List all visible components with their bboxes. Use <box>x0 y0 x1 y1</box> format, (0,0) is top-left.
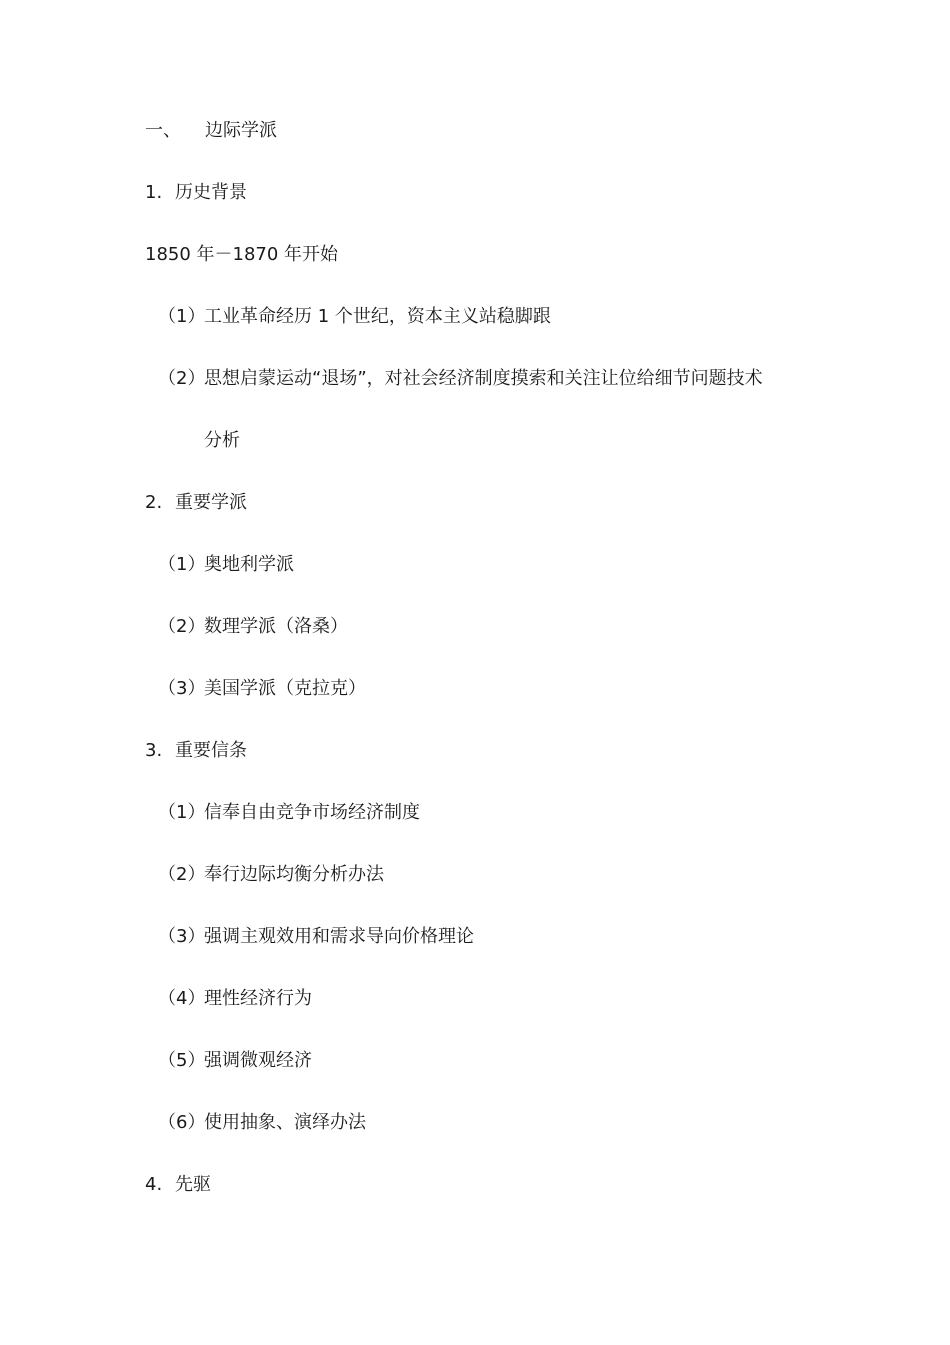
list-item <box>158 677 366 701</box>
item-number: （2） <box>158 864 206 885</box>
list-item <box>158 1049 312 1073</box>
item-number: （5） <box>158 1050 206 1071</box>
item-text: 数理学派（洛桑） <box>204 616 348 637</box>
heading-tenets <box>145 739 247 763</box>
heading-history <box>145 181 247 205</box>
item-number: （4） <box>158 988 206 1009</box>
heading-title: 历史背景 <box>175 182 247 203</box>
item-continuation: 分析 <box>204 430 240 451</box>
heading-title: 先驱 <box>175 1174 211 1195</box>
item-text: 理性经济行为 <box>204 988 312 1009</box>
item-text: 思想启蒙运动“退场”，对社会经济制度摸索和关注让位给细节问题技术 <box>204 368 763 389</box>
heading-number: 3. <box>145 740 163 761</box>
heading-title: 重要学派 <box>175 492 247 513</box>
section-heading <box>145 119 277 143</box>
item-number: （3） <box>158 678 206 699</box>
list-item <box>158 553 294 577</box>
section-number: 一、 <box>145 120 181 141</box>
item-text: 强调主观效用和需求导向价格理论 <box>204 926 474 947</box>
item-number: （1） <box>158 306 206 327</box>
item-text: 强调微观经济 <box>204 1050 312 1071</box>
list-item <box>158 801 420 825</box>
item-text: 奥地利学派 <box>204 554 294 575</box>
heading-number: 1. <box>145 182 163 203</box>
heading-pioneers <box>145 1173 211 1197</box>
item-text: 工业革命经历 1 个世纪，资本主义站稳脚跟 <box>204 306 551 327</box>
item-number: （6） <box>158 1112 206 1133</box>
list-item <box>158 1111 366 1135</box>
heading-number: 2. <box>145 492 163 513</box>
period-text: 1850 年－1870 年开始 <box>145 244 339 265</box>
list-item <box>158 987 312 1011</box>
item-text: 奉行边际均衡分析办法 <box>204 864 384 885</box>
item-text: 美国学派（克拉克） <box>204 678 366 699</box>
item-text: 使用抽象、演绎办法 <box>204 1112 366 1133</box>
item-number: （3） <box>158 926 206 947</box>
item-number: （1） <box>158 802 206 823</box>
section-title: 边际学派 <box>205 120 277 141</box>
list-item <box>158 367 763 391</box>
heading-schools <box>145 491 247 515</box>
list-item <box>158 615 348 639</box>
list-item <box>158 305 551 329</box>
heading-title: 重要信条 <box>175 740 247 761</box>
item-text: 信奉自由竞争市场经济制度 <box>204 802 420 823</box>
item-number: （2） <box>158 616 206 637</box>
list-item <box>158 925 474 949</box>
item-number: （2） <box>158 368 206 389</box>
item-number: （1） <box>158 554 206 575</box>
list-item <box>158 863 384 887</box>
heading-number: 4. <box>145 1174 163 1195</box>
